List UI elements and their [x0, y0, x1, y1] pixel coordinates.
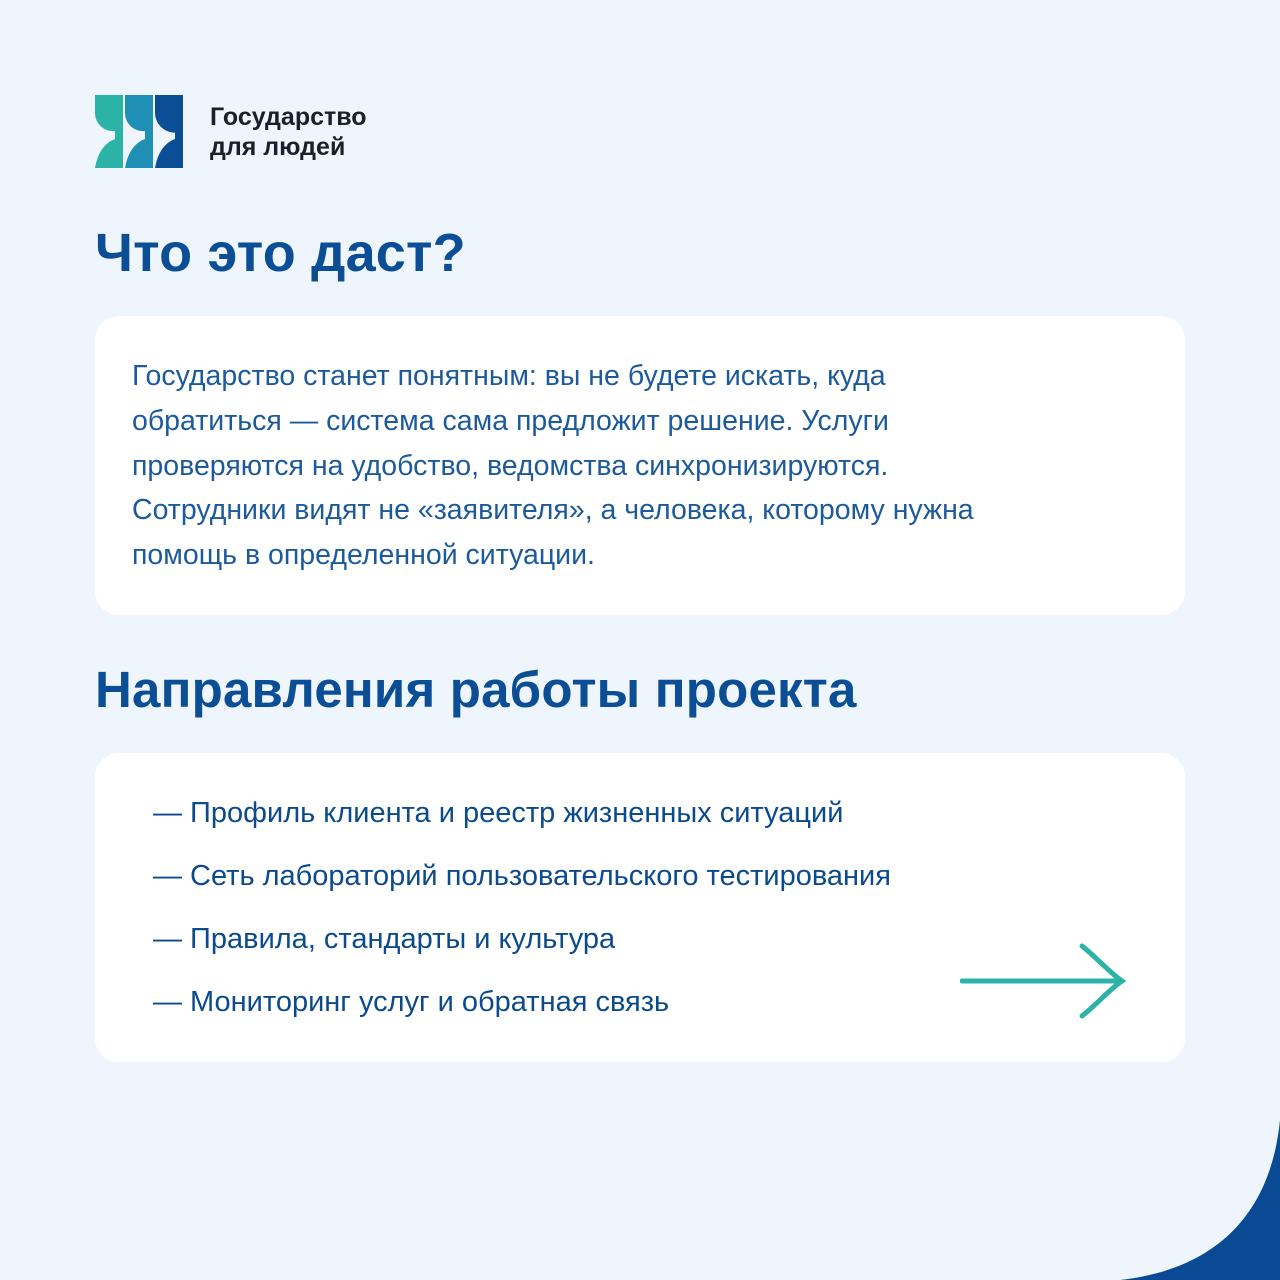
paragraph-line: проверяются на удобство, ведомства синхронизируются. [132, 449, 889, 482]
directions-card [95, 753, 1185, 1062]
section-title-benefits: Что это даст? [95, 223, 466, 283]
logo-text-line1: Государство [210, 102, 367, 131]
benefits-paragraph [132, 354, 1142, 578]
paragraph-line: обратиться — система сама предложит решение. Услуги [132, 404, 889, 437]
benefits-card [95, 316, 1185, 615]
list-item: — Профиль клиента и реестр жизненных ситуаций [153, 797, 844, 829]
arrow-right-icon[interactable] [960, 943, 1126, 1019]
logo-mark-icon [95, 95, 185, 168]
logo [95, 95, 367, 168]
list-item: — Мониторинг услуг и обратная связь [153, 986, 670, 1018]
list-item: — Правила, стандарты и культура [153, 923, 616, 955]
list-item: — Сеть лабораторий пользовательского тестирования [153, 860, 891, 892]
paragraph-line: Сотрудники видят не «заявителя», а человека, которому нужна [132, 494, 974, 527]
section-title-directions: Направления работы проекта [95, 661, 857, 718]
directions-list [153, 795, 891, 1047]
logo-text-line2: для людей [210, 132, 346, 161]
paragraph-line: помощь в определенной ситуации. [132, 539, 595, 572]
corner-decoration [1120, 1120, 1280, 1280]
paragraph-line: Государство станет понятным: вы не будете искать, куда [132, 360, 886, 392]
